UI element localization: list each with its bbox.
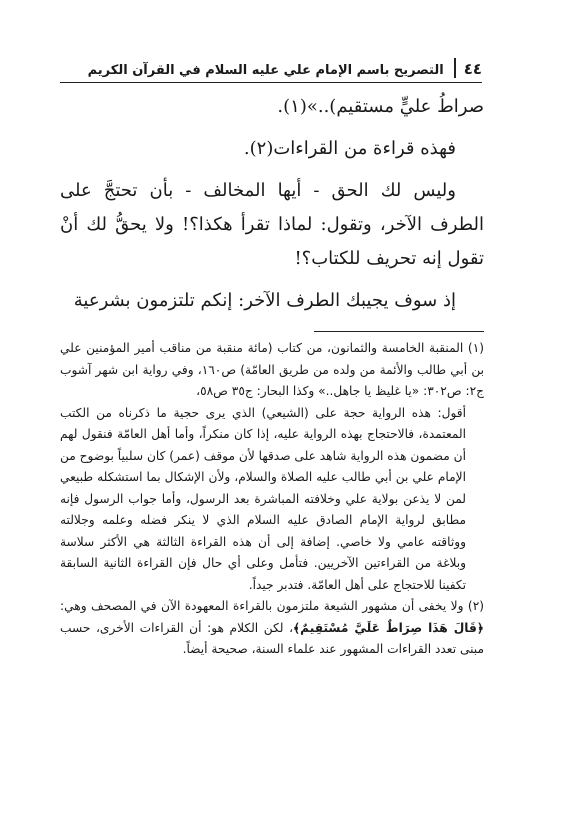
body-line-2: فهذه قراءة من القراءات(٢). — [243, 138, 456, 159]
footnote-2-text-end: ، لكن الكلام هو: أن القراءات الأخرى، حسب مبنى تعدد القراءات المشهور عند علماء السنة، صحيحة أيضاً. — [60, 620, 484, 656]
footnote-1: (١) المنقبة الخامسة والثمانون، من كتاب (مائة منقبة من مناقب أمير المؤمنين علي بن أبي طالب والأئمة من ولده من طريق العامّة) ص١٦٠، وفي رواية ابن شهر آشوب ج٢: ص٣٠٢: «يا غليظ يا جاهل..» وكذا البحار: ج٣٥ ص٥٨، — [60, 341, 484, 398]
main-text — [60, 90, 484, 326]
quran-verse: ﴿قَالَ هَذَا صِرَاطٌ عَلَيَّ مُسْتَقِيمٌ﴾ — [293, 620, 484, 635]
body-paragraph-3: وليس لك الحق - أيها المخالف - بأن تحتجَّ على الطرف الآخر، وتقول: لماذا تقرأ هكذا؟! ولا يحقُّ لك أنْ تقول إنه تحريف للكتاب؟! — [60, 180, 484, 269]
body-line-1: صراطُ عليٍّ مستقيم)..»(١). — [277, 96, 484, 117]
footnote-1-comment: أقول: هذه الرواية حجة على (الشيعي) الذي يرى حجية ما ذكرناه من الكتب المعتمدة، فالاحتجاج بهذه الرواية عليه، إذا كان منكراً، وأما أهل العامّة فنقول لهم أن مضمون هذه الرواية شاهد على صدقها لأن موقف (عمر) كان سلبياً بوضوح من الإمام علي بن أبي طالب عليه الصلاة والسلام، ولأن الإشكال بما استشكله طبيعي لمن لا يذعن بولاية علي وخلافته المباشرة بعد الرسول، وأما جواب الرسول فإنه مطابق لرواية الإمام الصادق عليه السلام الذي لا ينكر فضله وعلمه وجلالته ووثاقته عامي ولا خاصي. إضافة إلى أن هذه القراءة الثالثة هي الأكثر سلاسة وبلاغة من القراءتين الآخريين. فتأمل وعلى أي حال فإن القراءة الثانية السابقة تكفينا للاحتجاج على أهل العامّة. فتدبر جيداً. — [60, 405, 466, 592]
page-number: ٤٤ — [463, 60, 482, 78]
running-title: التصريح باسم الإمام علي عليه السلام في القرآن الكريم — [87, 63, 444, 78]
body-line-4: إذ سوف يجيبك الطرف الآخر: إنكم تلتزمون بشرعية — [73, 290, 456, 311]
footnote-2-text: (٢) ولا يخفى أن مشهور الشيعة ملتزمون بالقراءة المعهودة الآن في المصحف وهي: — [60, 599, 484, 613]
header-separator — [454, 58, 456, 78]
footnote-divider — [314, 331, 484, 332]
page-header — [60, 52, 482, 83]
footnote-2 — [60, 596, 484, 661]
footnotes — [60, 338, 484, 661]
